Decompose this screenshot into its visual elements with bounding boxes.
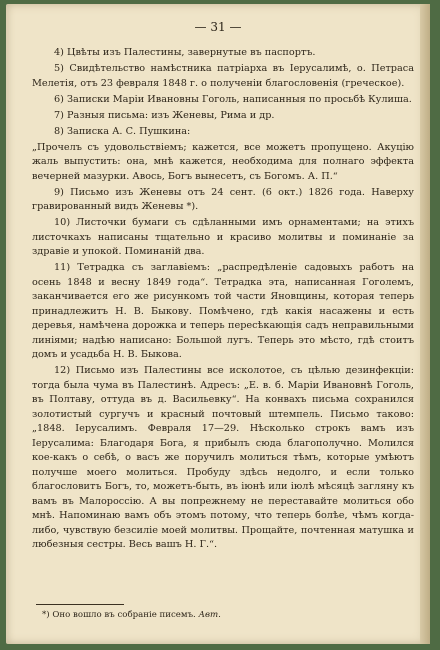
paragraph-item-9: 9) Письмо изъ Женевы отъ 24 сент. (6 окт.) 1826 года. Наверху гравированный видъ Женевы *). xyxy=(32,186,414,212)
footnote-divider xyxy=(36,604,124,605)
footnote xyxy=(42,610,221,620)
paragraph-item-10: 10) Листочки бумаги съ сдѣланными имъ орнаментами; на этихъ листочкахъ написаны тщательно и красиво молитвы и поминаніе за здравіе и упокой. Поминаній два. xyxy=(32,217,414,257)
paragraph-item-4: 4) Цвѣты изъ Палестины, завернутые въ паспортъ. xyxy=(54,47,316,58)
paragraph-item-5: 5) Свидѣтельство намѣстника патріарха въ Іерусалимѣ, о. Петраса Мелетія, отъ 23 февраля 1848 г. о полученіи благословенія (греческое). xyxy=(32,63,414,89)
footnote-author: Авт. xyxy=(198,610,221,620)
paragraph-item-8: 8) Записка А. С. Пушкина: xyxy=(54,125,191,137)
paragraph-item-7: 7) Разныя письма: изъ Женевы, Рима и др. xyxy=(54,109,275,121)
page-body xyxy=(32,46,414,553)
paragraph-item-6: 6) Записки Маріи Ивановны Гоголь, написанныя по просьбѣ Кулиша. xyxy=(54,93,412,105)
book-page xyxy=(6,4,430,644)
paragraph-item-11: 11) Тетрадка съ заглавіемъ: „распредѣленіе садовыхъ работъ на осень 1848 и весну 1849 года“. Тетрадка эта, написанная Гоголемъ, заканчивается его же рисункомъ той части Яновщины, которая теперь принадлежитъ Н. В. Быкову. Помѣчено, гдѣ какія насажены и есть деревья, намѣчена дорожка и теперь пересѣкающія садъ неправильными линіями; надѣю написано: Большой лугъ. Теперь это мѣсто, гдѣ стоитъ домъ и усадьба Н. В. Быкова. xyxy=(32,262,414,360)
footnote-text: *) Оно вошло въ собраніе писемъ. xyxy=(42,610,196,620)
page-number: — 31 — xyxy=(194,20,242,34)
pushkin-quote: „Прочелъ съ удовольствіемъ; кажется, все можетъ пропущено. Акуцію жаль выпустить: она, мнѣ кажется, необходима для полнаго эффекта вечерней мазурки. Авось, Богъ вынесетъ, съ Богомъ. А. П.“ xyxy=(32,141,414,182)
page-spine-shadow xyxy=(420,4,430,644)
paragraph-item-12: 12) Письмо изъ Палестины все исколотое, съ цѣлью дезинфекціи: тогда была чума въ Палестинѣ. Адресъ: „Е. в. б. Маріи Ивановнѣ Гоголь, въ Полтаву, оттуда въ д. Васильевку“. На конвахъ письма сохранился золотистый сургучъ и красный почтовый штемпель. Письмо таково: „1848. Іерусалимъ. Февраля 17—29. Нѣсколько строкъ вамъ изъ Іерусалима: Благодаря Бога, я прибылъ сюда благополучно. Молился кое-какъ о себѣ, о васъ же поручилъ молиться тѣмъ, которые умѣютъ получше моего молиться. Пробуду здѣсь недолго, и если только благословитъ Богъ, то, можетъ-быть, въ іюнѣ или іюлѣ мѣсяцѣ загляну къ вамъ въ Малороссію. А вы попрежнему не переставайте молиться обо мнѣ. Напоминаю вамъ объ этомъ потому, что теперь болѣе, чѣмъ когда-либо, чувствую безсиліе моей молитвы. Прощайте, почтенная матушка и любезныя сестры. Весь вашъ Н. Г.“. xyxy=(32,365,414,550)
